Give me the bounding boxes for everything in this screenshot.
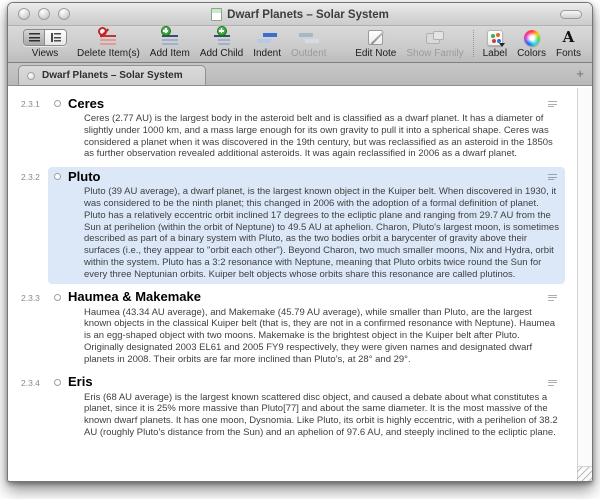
row-note-text: Haumea (43.34 AU average), and Makemake (45.79 AU average), while smaller than Pluto, are the largest known objects in the classical Kuiper belt (that is, they are not in a confirmed resonance with Neptune). Haumea is an egg-shaped object with two moons. Makemake is the brightest object in the Kuiper belt after Pluto. Originally designated 2003 EL61 and 2005 FY9 respectively, they were given names and designated dwarf planets in 2008. Their orbits are far more inclined than Pluto's, at 28° and 29°. [84,306,556,365]
row-bullet-icon[interactable] [54,173,61,180]
outline-row[interactable] [8,167,565,283]
window-title: Dwarf Planets – Solar System [227,8,389,21]
toolbar-button-delete-items[interactable] [72,28,145,59]
note-icon[interactable] [548,293,558,301]
toolbar-separator [473,30,474,57]
row-title: Eris [68,374,93,390]
app-window [7,2,593,482]
row-block[interactable] [48,94,565,163]
toolbar-label: Fonts [555,48,581,59]
note-icon[interactable] [548,173,558,181]
row-block[interactable] [48,288,565,369]
delete-item-icon [97,29,119,47]
toolbar-button-add-item[interactable] [145,28,195,59]
new-tab-button[interactable]: + [576,66,584,81]
outline-row[interactable] [8,94,565,163]
toolbar-button-edit-note[interactable] [350,28,401,59]
note-icon[interactable] [548,378,558,386]
toolbar-label: Add Item [149,48,190,59]
row-note-text: Ceres (2.77 AU) is the largest body in the asteroid belt and is classified as a dwarf planet. It has a diameter of slightly under 1000 km, and a mass large enough for its own gravity to pull it into a spherical shape. Ceres was considered a planet when it was discovered in the 19th century, but was reclassified as an asteroid in the 1850s as further observation revealed additional asteroids. It was again reclassified in 2006 as a dwarf planet. [84,113,553,160]
section-number: 2.3.4 [21,377,40,388]
row-bullet-icon[interactable] [54,294,61,301]
toolbar-label: Colors [517,48,546,59]
outline-view [8,88,592,481]
outline-row[interactable] [8,373,565,442]
tab-dwarf-planets[interactable] [18,65,206,85]
toolbar-button-fonts[interactable] [551,28,586,59]
resize-grip[interactable] [577,466,592,481]
toolbar-button-views[interactable] [18,28,72,59]
column-view-segment[interactable] [45,30,66,45]
toolbar-label: Indent [253,48,281,59]
toolbar-button-add-child[interactable] [195,28,248,59]
outline-view-icon [51,33,61,42]
row-title: Haumea & Makemake [68,289,201,305]
row-title: Pluto [68,168,101,184]
toolbar [8,26,592,63]
label-icon [487,30,503,46]
note-icon[interactable] [548,100,558,108]
indent-icon [257,32,277,44]
outdent-icon [299,32,319,44]
toolbar-button-indent[interactable] [248,28,286,59]
row-block-selected[interactable] [48,167,565,283]
toolbar-label: Label [482,48,508,59]
outline-rows [8,88,577,481]
row-note-text: Eris (68 AU average) is the largest known scattered disc object, and caused a debate about what constitutes a planet, since it is 25% more massive than Pluto[77] and about the same diameter. It is the most massive of the known dwarf planets. It has one moon, Dysnomia. Like Pluto, its orbit is highly eccentric, with a perihelion of 38.2 AU (roughly Pluto's distance from the Sun) and an aphelion of 97.6 AU, and steeply inclined to the ecliptic plane. [84,391,558,438]
section-number: 2.3.3 [21,292,40,303]
toolbar-button-colors[interactable] [512,28,551,59]
add-item-icon [159,29,181,47]
add-child-icon [211,29,233,47]
toolbar-button-outdent [286,28,332,59]
toolbar-label: Add Child [199,48,244,59]
fonts-icon: A [562,28,575,46]
outline-view-segment[interactable] [24,30,45,45]
toolbar-button-show-family [401,28,468,59]
list-view-icon [29,33,40,42]
section-number: 2.3.1 [21,99,40,109]
color-wheel-icon [524,30,540,46]
toolbar-label: Views [31,48,59,59]
scrollbar-track[interactable] [577,88,592,481]
toolbar-toggle-pill[interactable] [560,10,582,19]
toolbar-label: Delete Item(s) [77,48,140,59]
row-note-text: Pluto (39 AU average), a dwarf planet, is the largest known object in the Kuiper belt. When discovered in 1930, it was considered to be the ninth planet; this changed in 2006 with the adoption of a formal definition of planet. Pluto has a relatively eccentric orbit inclined 17 degrees to the ecliptic plane and ranging from 29.7 AU from the Sun at perihelion (within the orbit of Neptune) to 49.5 AU at aphelion. Charon, Pluto's largest moon, is sometimes described as part of a binary system with Pluto, as the two bodies orbit a barycenter of gravity above their surfaces (i.e., they appear to "orbit each other"). Beyond Charon, two much smaller moons, Nix and Hydra, orbit within the system. Pluto has a 3:2 resonance with Neptune, meaning that Pluto orbits twice round the Sun for every three Neptunian orbits. Kuiper belt objects whose orbits share this resonance are called plutinos. [84,186,559,280]
row-bullet-icon[interactable] [54,100,61,107]
toolbar-label: Edit Note [355,48,397,59]
toolbar-button-label[interactable] [478,28,512,59]
tab-bar [8,63,592,86]
row-title: Ceres [68,95,105,111]
document-proxy-icon [211,8,222,21]
tab-label: Dwarf Planets – Solar System [42,70,183,81]
views-segmented-control[interactable] [23,29,67,46]
outline-row[interactable] [8,288,565,369]
menu-caret-icon [499,43,505,47]
show-family-icon [426,31,444,45]
edit-note-icon [368,30,383,45]
toolbar-label: Outdent [291,48,327,59]
tab-document-dot-icon [27,72,35,80]
section-number: 2.3.2 [21,172,40,183]
row-block[interactable] [48,373,565,442]
titlebar [8,3,592,26]
row-bullet-icon[interactable] [54,379,61,386]
toolbar-label: Show Family [406,48,464,59]
